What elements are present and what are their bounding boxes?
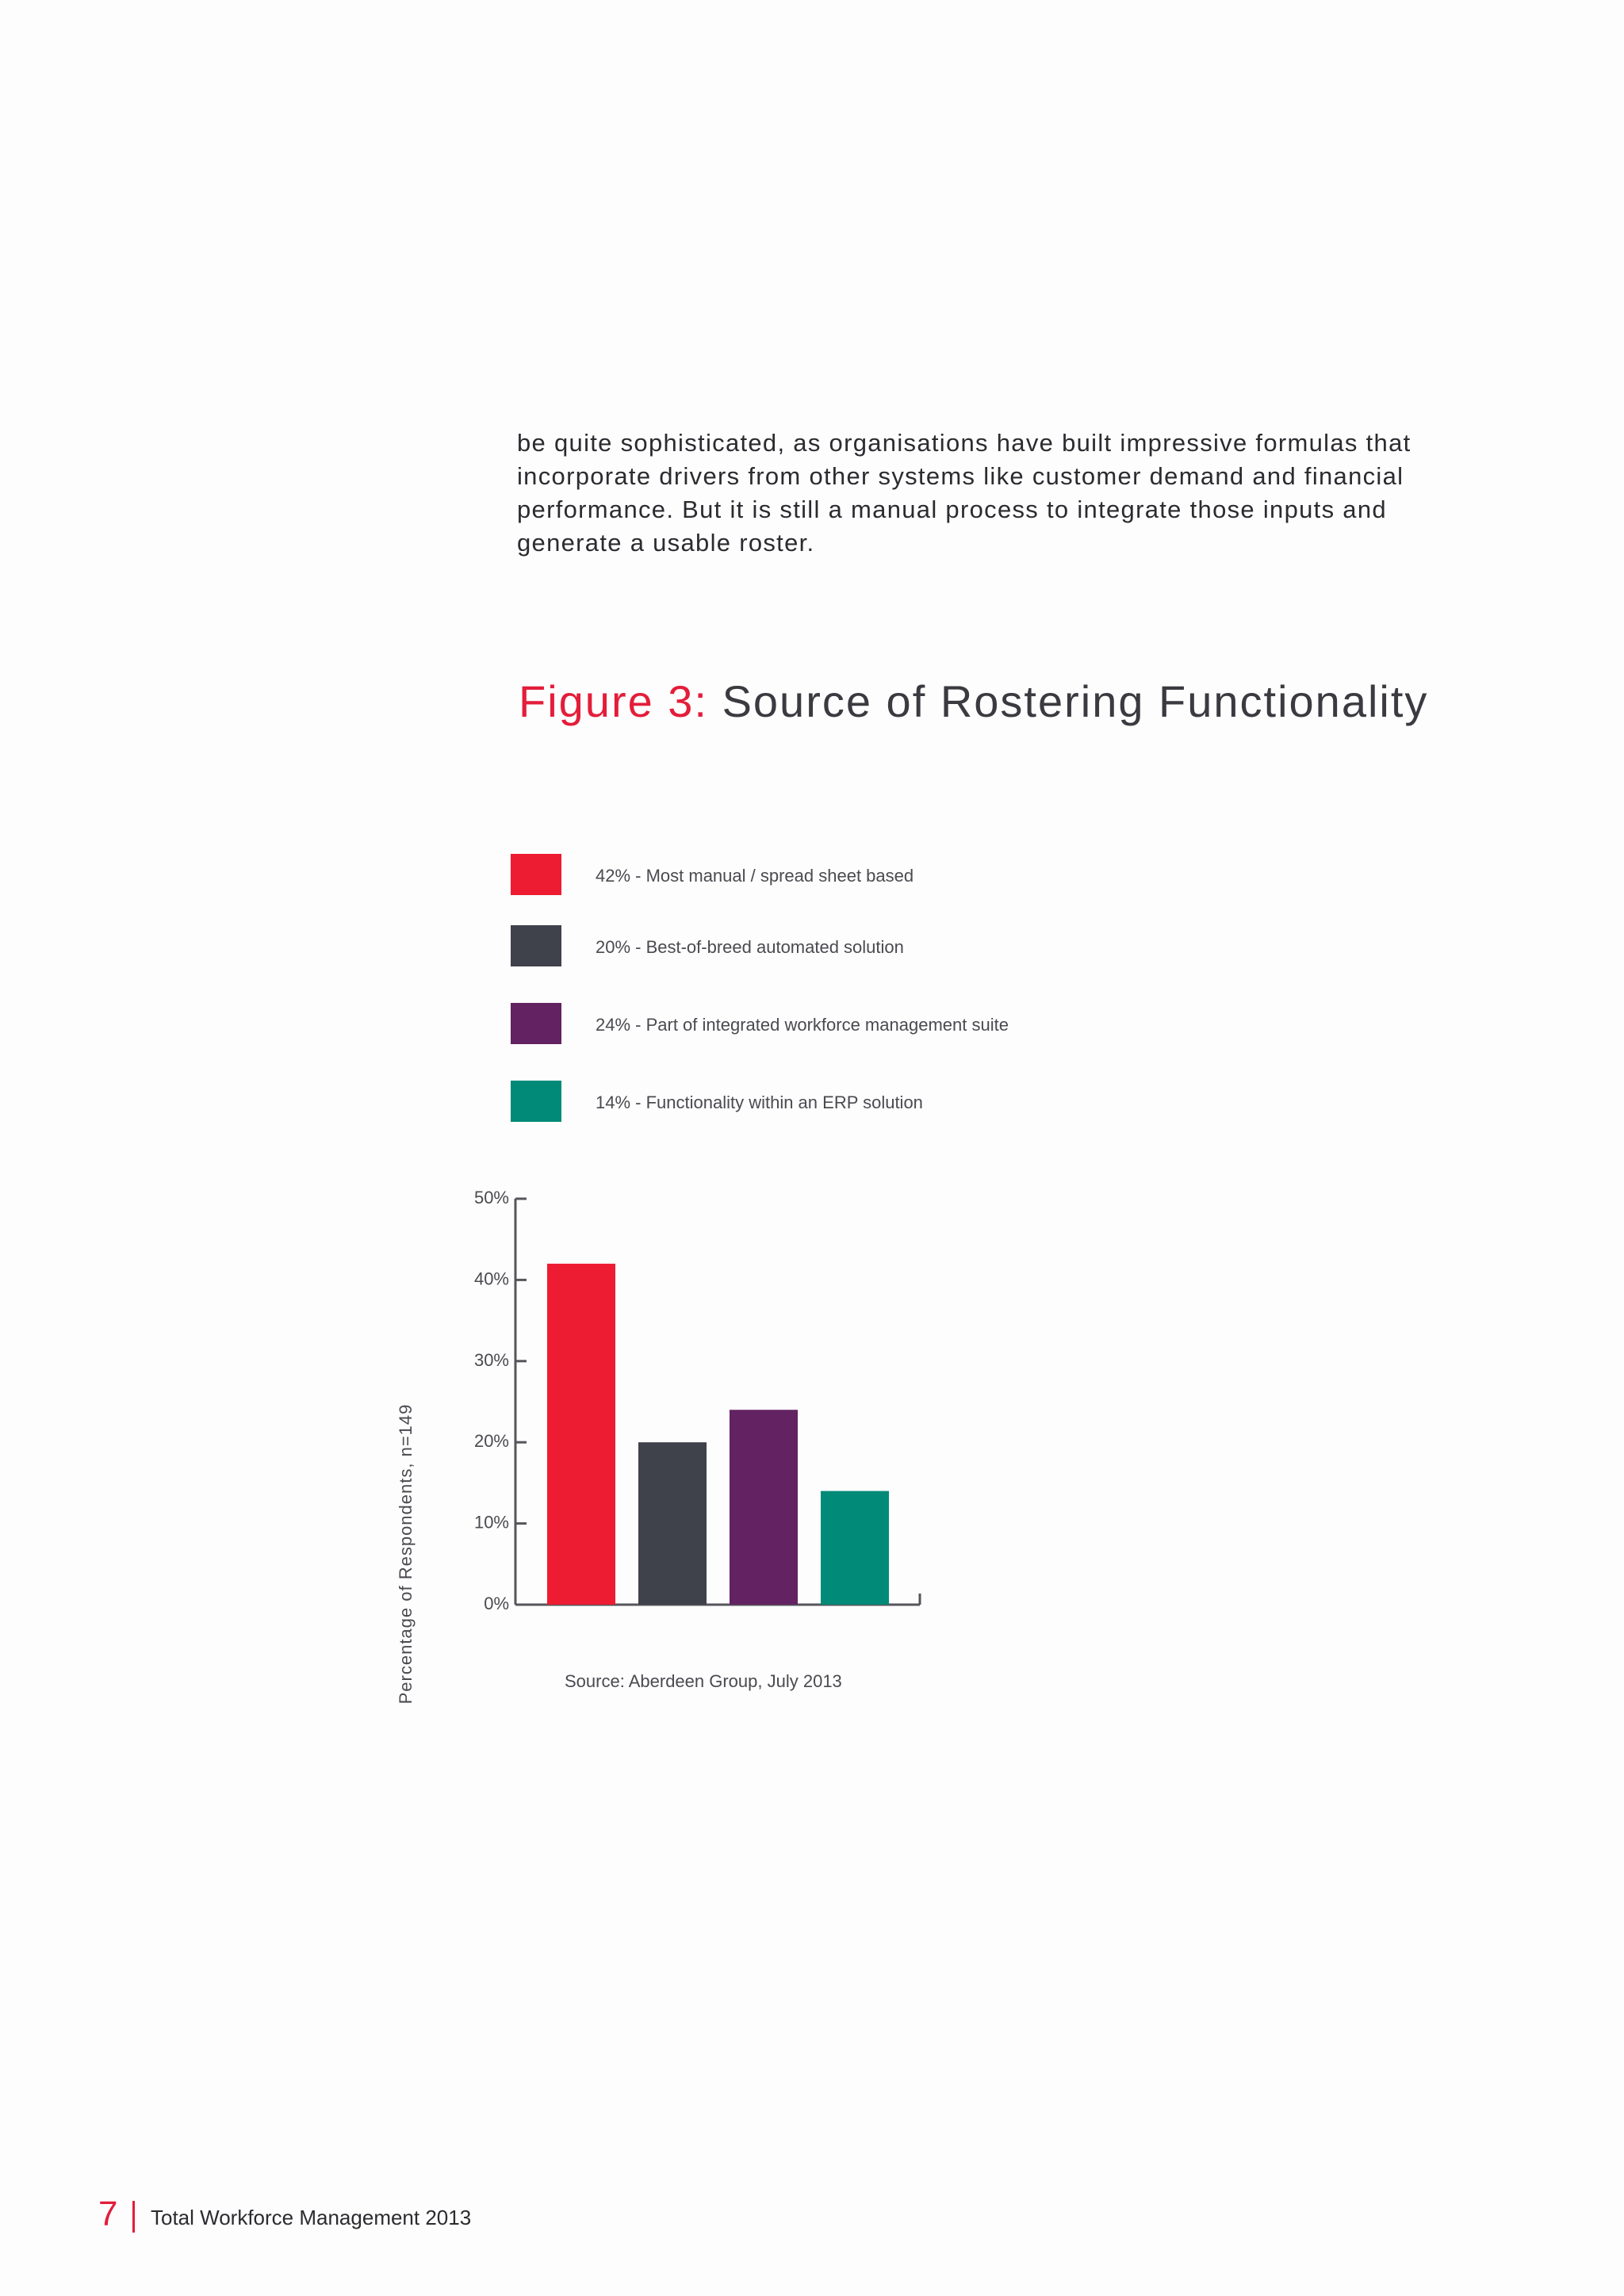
bar	[638, 1442, 707, 1605]
y-tick-label: 40%	[473, 1269, 509, 1289]
footer-title: Total Workforce Management 2013	[151, 2206, 472, 2229]
figure-title-text: Source of Rostering Functionality	[722, 676, 1429, 726]
bar	[547, 1264, 615, 1605]
footer-separator	[132, 2201, 135, 2233]
bar	[730, 1410, 798, 1605]
legend-text-best-of-breed: 20% - Best-of-breed automated solution	[596, 937, 904, 957]
y-tick-label: 0%	[484, 1594, 509, 1613]
body-paragraph: be quite sophisticated, as organisations have built impressive formulas that incorporate drivers from other systems like customer demand and financial performance. But it is still a manual process to integrate those inputs and generate a usable roster.	[517, 429, 1411, 557]
y-tick-label: 50%	[473, 1188, 509, 1207]
y-tick-label: 10%	[473, 1512, 509, 1533]
bar	[821, 1491, 889, 1605]
page-number: 7	[98, 2195, 118, 2233]
figure-label: Figure 3:	[519, 676, 708, 726]
legend-text-manual: 42% - Most manual / spread sheet based	[596, 866, 914, 886]
y-axis-label: Percentage of Respondents, n=149	[396, 1403, 416, 1705]
legend-text-integrated-suite: 24% - Part of integrated workforce management suite	[596, 1015, 1009, 1035]
y-tick-label: 20%	[473, 1431, 509, 1452]
legend-text-erp: 14% - Functionality within an ERP solution	[596, 1093, 923, 1112]
y-tick-label: 30%	[473, 1349, 509, 1370]
source-note: Source: Aberdeen Group, July 2013	[565, 1671, 842, 1691]
